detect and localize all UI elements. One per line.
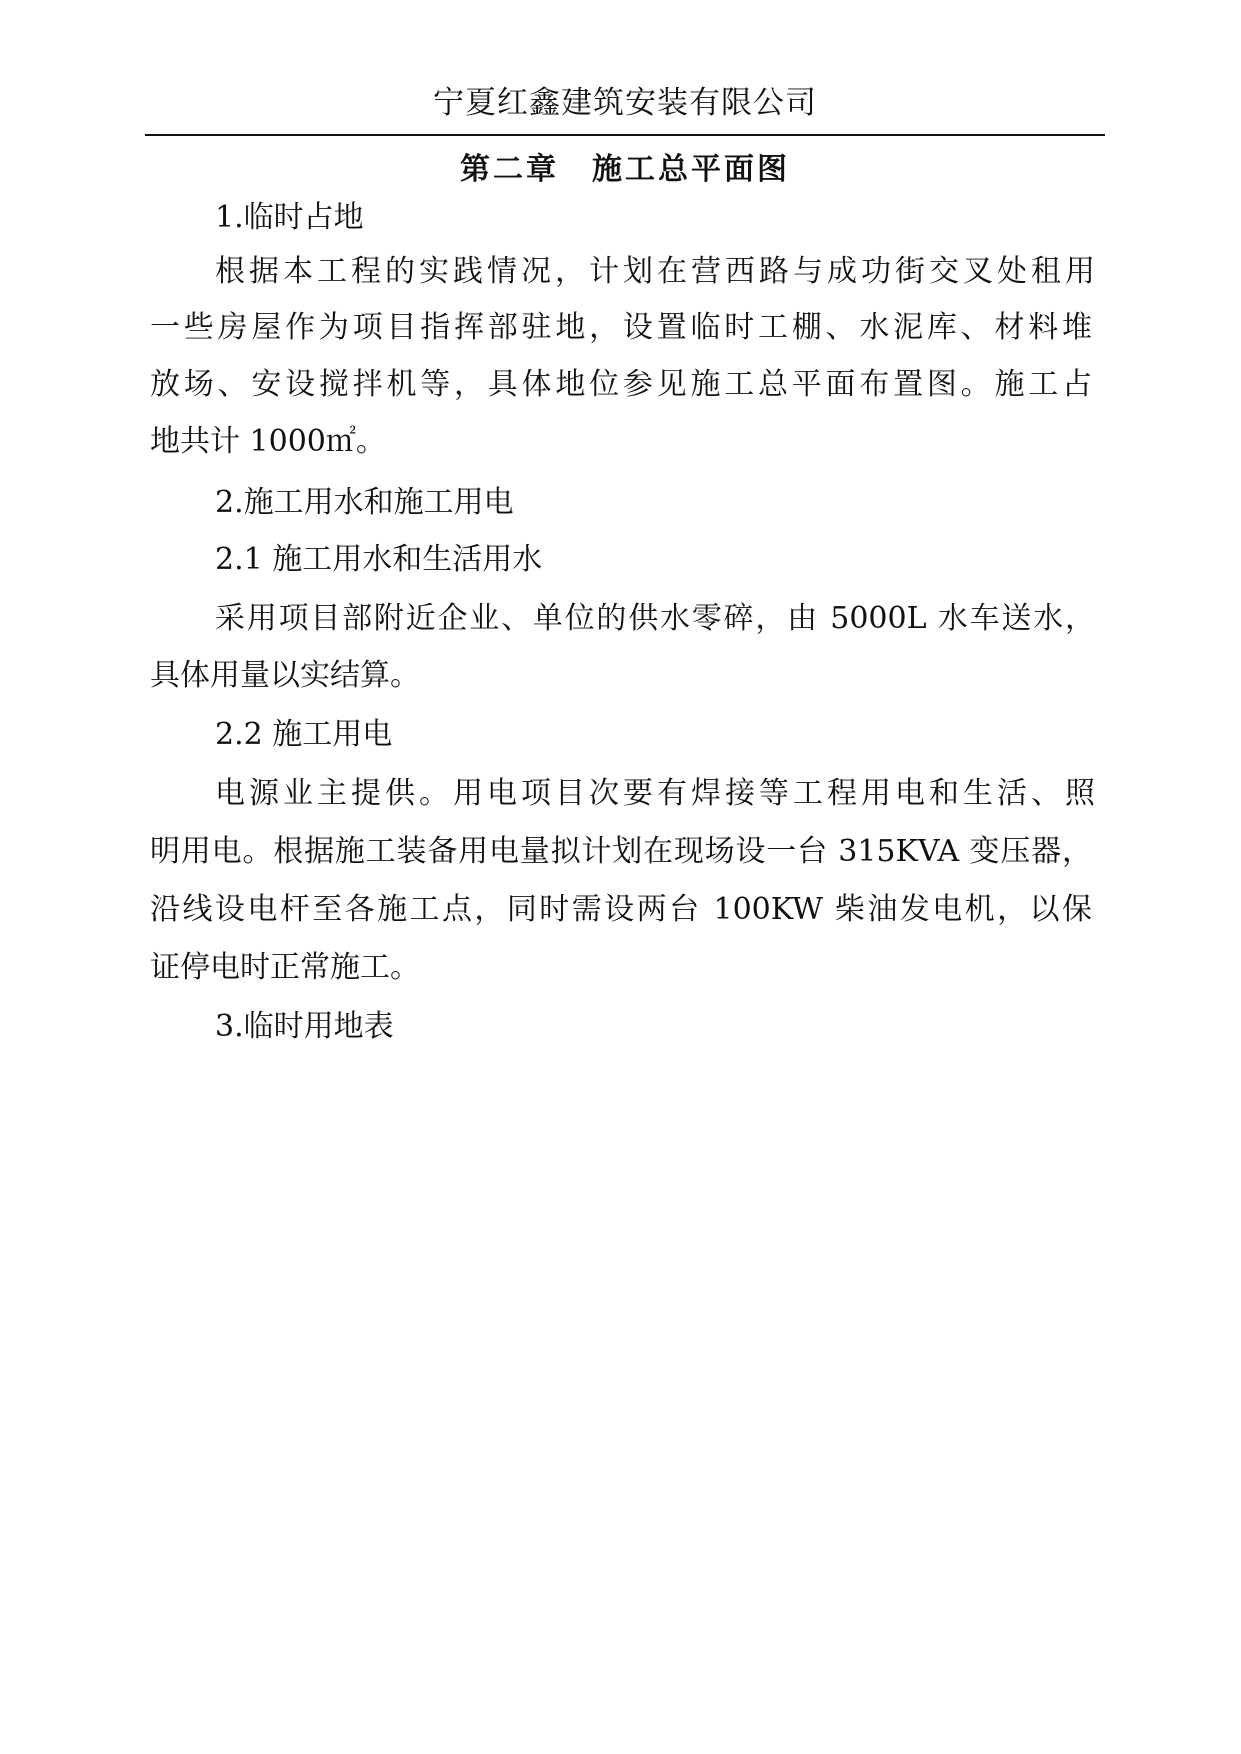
section-3-heading: 3.临时用地表 xyxy=(215,1009,394,1044)
section-2-1-paragraph-line: 采用项目部附近企业、单位的供水零碎，由 5000L 水车送水， xyxy=(215,601,1095,636)
section-1-paragraph-line: 根据本工程的实践情况，计划在营西路与成功街交叉处租用 xyxy=(215,254,1095,289)
section-2-heading: 2.施工用水和施工用电 xyxy=(215,485,514,520)
section-2-1-paragraph-line: 具体用量以实结算。 xyxy=(150,658,420,693)
section-2-2-paragraph-line: 明用电。根据施工装备用电量拟计划在现场设一台 315KVA 变压器， xyxy=(150,834,1092,869)
section-2-2-heading: 2.2 施工用电 xyxy=(215,717,393,752)
page-header-company: 宁夏红鑫建筑安装有限公司 xyxy=(433,85,817,121)
section-2-2-paragraph-line: 电源业主提供。用电项目次要有焊接等工程用电和生活、照 xyxy=(215,776,1095,811)
section-2-1-heading: 2.1 施工用水和生活用水 xyxy=(215,542,543,577)
section-1-paragraph-line: 放场、安设搅拌机等，具体地位参见施工总平面布置图。施工占 xyxy=(150,367,1092,402)
section-1-paragraph-line: 地共计 1000㎡。 xyxy=(150,424,386,459)
section-1-heading: 1.临时占地 xyxy=(215,200,364,235)
chapter-title: 第二章 施工总平面图 xyxy=(460,152,790,187)
header-divider xyxy=(145,134,1105,136)
section-2-2-paragraph-line: 证停电时正常施工。 xyxy=(150,950,420,985)
section-1-paragraph-line: 一些房屋作为项目指挥部驻地，设置临时工棚、水泥库、材料堆 xyxy=(150,310,1092,345)
section-2-2-paragraph-line: 沿线设电杆至各施工点，同时需设两台 100KW 柴油发电机，以保 xyxy=(150,892,1092,927)
